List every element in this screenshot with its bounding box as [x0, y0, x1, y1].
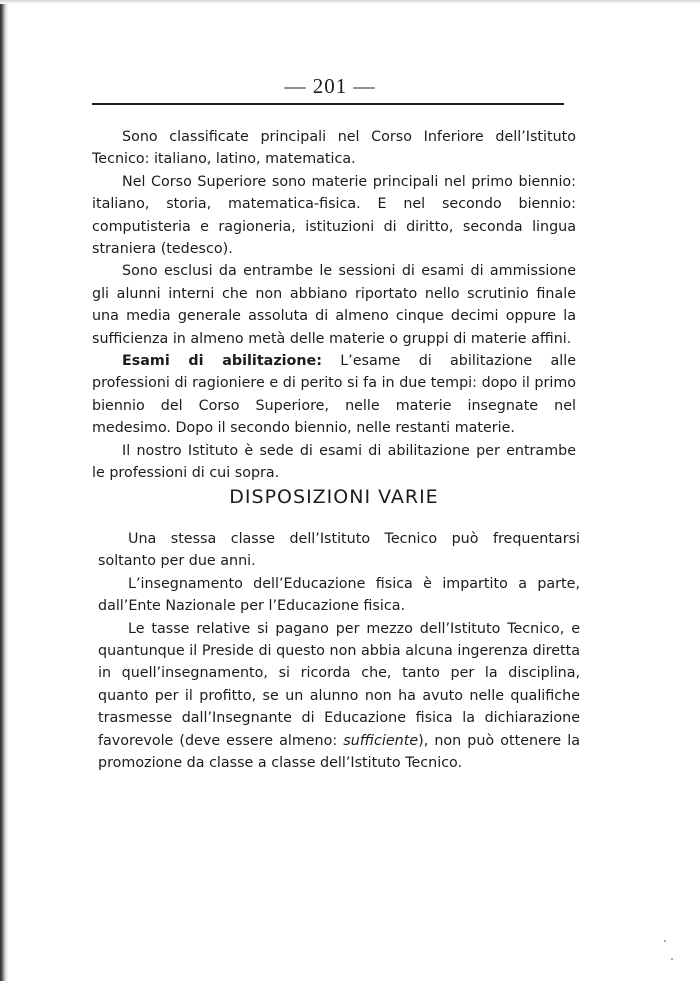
- paragraph: [92, 350, 576, 440]
- paragraph-text: ), non può ottenere la promozione da classe a classe dell’Istituto Tecnico.: [98, 732, 580, 772]
- section-2-body: [98, 528, 580, 774]
- section-1-body: [92, 126, 576, 485]
- paragraph-text: L’esame di abilitazione alle professioni di ragioniere e di perito si fa in due tempi: dopo il primo biennio del Corso Superiore, nelle materie insegnate nel medesimo. Dopo il secondo biennio, nelle restanti materie.: [92, 353, 576, 437]
- paragraph-lead: Esami di abilitazione:: [122, 353, 322, 370]
- paragraph-text: Le tasse relative si pagano per mezzo dell’Istituto Tecnico, e quantunque il Preside di questo non abbia alcuna ingerenza diretta in quell’insegnamento, si ricorda che, tanto per la disciplina, quanto per il profitto, se un alunno non ha avuto nelle qualifiche trasmesse dall’Insegnante di Educazione fisica la dichiarazione favorevole (deve essere almeno:: [98, 620, 580, 749]
- page-top-edge: [0, 0, 700, 4]
- paragraph: Sono esclusi da entrambe le sessioni di esami di ammissione gli alunni interni che non abbiano riportato nello scrutinio finale una media generale assoluta di almeno cinque decimi oppure la sufficienza in almeno metà delle materie o gruppi di materie affini.: [92, 263, 576, 347]
- scan-speck: [671, 958, 673, 960]
- paragraph: Sono classificate principali nel Corso Inferiore dell’Istituto Tecnico: italiano, latino, matematica.: [92, 129, 576, 168]
- emphasis: sufficiente: [343, 732, 419, 749]
- paragraph: [98, 618, 580, 775]
- paragraph: L’insegnamento dell’Educazione fisica è impartito a parte, dall’Ente Nazionale per l’Educazione fisica.: [98, 575, 580, 615]
- header-rule: [92, 103, 564, 105]
- scan-speck: [664, 940, 666, 942]
- paragraph: Nel Corso Superiore sono materie principali nel primo biennio: italiano, storia, matematica-fisica. E nel secondo biennio: computisteria e ragioneria, istituzioni di diritto, seconda lingua straniera (tedesco).: [92, 173, 576, 258]
- paragraph: Il nostro Istituto è sede di esami di abilitazione per entrambe le professioni di cui sopra.: [92, 442, 576, 482]
- paragraph: Una stessa classe dell’Istituto Tecnico può frequentarsi soltanto per due anni.: [98, 531, 580, 570]
- section-title: DISPOSIZIONI VARIE: [229, 486, 439, 508]
- page-number: — 201 —: [284, 74, 376, 98]
